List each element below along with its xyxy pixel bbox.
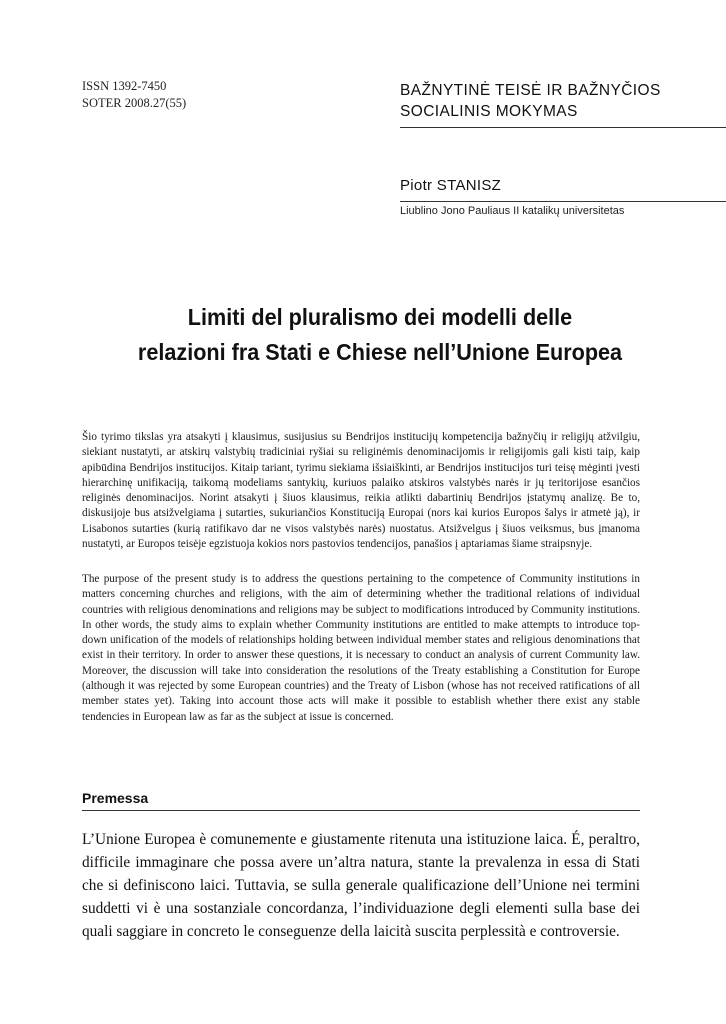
journal-title <box>400 80 700 122</box>
soter-line: SOTER 2008.27(55) <box>82 96 187 110</box>
body-paragraph: L’Unione Europea è comunemente e giustamente ritenuta una istituzione laica. É, peraltro, difficile immaginare che possa avere un’altra natura, stante la prevalenza in essa di Stati che si definiscono laici. Tuttavia, se sulla generale qualificazione dell’Unione nei termini suddetti vi è una sostanziale concordanza, l’individuazione degli elementi sulla base dei quali saggiare in concreto le conseguenze della laicità suscita perplessità e controversie. <box>82 831 640 940</box>
journal-title-line-1: BAŽNYTINĖ TEISĖ IR BAŽNYČIOS <box>400 82 661 99</box>
section-rule <box>82 810 640 811</box>
section-heading: Premessa <box>82 790 149 806</box>
article-title-line-2: relazioni fra Stati e Chiese nell’Unione Europea <box>137 339 623 365</box>
abstract-english: The purpose of the present study is to address the questions pertaining to the competence of Community institutions in matters concerning churches and religions, with the aim of determining whether the traditional relations of individual countries with religious denominations and religions may be subject to modifications introduced by Community institutions. In other words, the study aims to explain whether Community institutions are entitled to make attempts to introduce top-down unification of the models of relationships holding between individual member states and religious denominations that exist in their territory. In order to answer these questions, it is necessary to conduct an analysis of current Community law. Moreover, the discussion will take into consideration the resolutions of the Treaty establishing a Constitution for Europe (although it was rejected by some European countries) and the Treaty of Lisbon (whose has not received ratifications of all member states yet). Taking into account those acts will make it possible to establish whether there exist any stable tendencies in European law as far as the subject at issue is concerned. <box>82 573 640 723</box>
author-name: Piotr STANISZ <box>400 177 502 194</box>
abstract-lithuanian: Šio tyrimo tikslas yra atsakyti į klausimus, susijusius su Bendrijos institucijų kompetencija bažnyčių ir religijų atžvilgiu, siekiant nustatyti, ar atskirų valstybių tradiciniai ryšiai su religinėmis denominacijomis ir religijomis gali kisti taip, kaip apibūdina Bendrijos institucijos. Kitaip tariant, tyrimu siekiama išsiaiškinti, ar Bendrijos institucijos turi teisę mėginti įvesti hierarchinę unifikaciją, taikomą modeliams santykių, kuriuos palaiko atskiros valstybės narės ir jų teritorijose esančios religinės denominacijos. Norint atsakyti į šiuos klausimus, reikia atlikti dabartinių Bendrijos įstatymų analizę. Be to, diskusijoje bus atsižvelgiama į sutarties, sukuriančios Konstituciją Europai (nors kai kurios Europos šalys ir atmetė ją), ir Lisabonos sutarties (kurią ratifikavo dar ne visos valstybės narės) nuostatus. Atsižvelgus į šiuos veiksmus, bus įmanoma nustatyti, ar Europos teisėje egzistuoja kokios nors pastovios tendencijos, panašios į aptariamas šiame straipsnyje. <box>82 431 640 551</box>
journal-rule <box>400 127 726 128</box>
issn-line: ISSN 1392-7450 <box>82 79 167 93</box>
journal-title-line-2: SOCIALINIS MOKYMAS <box>400 103 578 120</box>
author-rule <box>400 201 726 202</box>
article-title-line-1: Limiti del pluralismo dei modelli delle <box>187 304 573 330</box>
author-affiliation: Liublino Jono Pauliaus II katalikų universitetas <box>400 205 625 217</box>
issn-block <box>82 78 186 112</box>
article-title <box>86 300 675 370</box>
